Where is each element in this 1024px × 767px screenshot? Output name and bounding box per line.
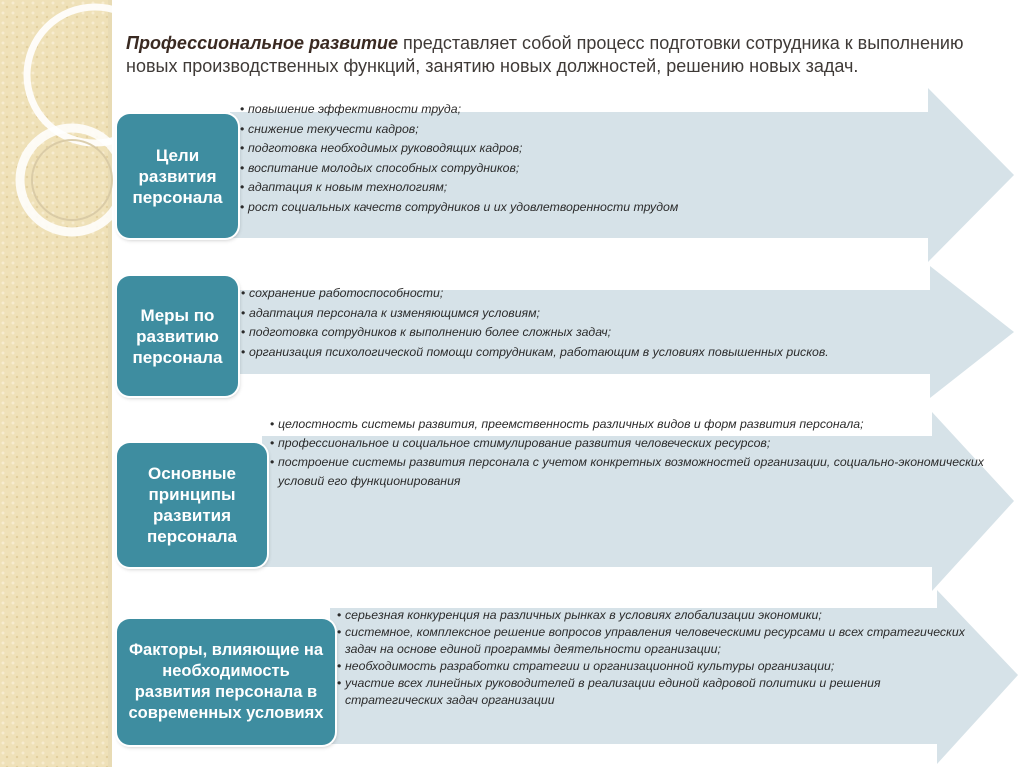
title-emphasis: Профессиональное развитие [126,33,399,53]
list-item: • воспитание молодых способных сотрудников; [240,159,920,179]
list-item: • участие всех линейных руководителей в реализации единой кадровой политики и решения стратегических задач организации [337,675,977,709]
label-box-measures: Меры по развитию персонала [117,276,238,396]
list-item: • адаптация к новым технологиям; [240,178,920,198]
title-text: представляет собой процесс подготовки сотрудника к выполнению новых производственных функций, занятию новых должностей, решению новых задач. [126,33,964,76]
list-item: • целостность системы развития, преемственность различных видов и форм развития персонала; [270,415,1005,434]
label-box-goals: Цели развития персонала [117,114,238,238]
measures-list [241,284,931,362]
list-item: • построение системы развития персонала с учетом конкретных возможностей организации, социально-экономических условий его функционирования [270,453,1005,491]
list-item: • сохранение работоспособности; [241,284,931,304]
label-box-factors: Факторы, влияющие на необходимость развития персонала в современных условиях [117,619,335,745]
list-item: • снижение текучести кадров; [240,120,920,140]
goals-list [240,100,920,218]
list-item: • повышение эффективности труда; [240,100,920,120]
principles-list [270,415,1005,491]
list-item: • подготовка необходимых руководящих кадров; [240,139,920,159]
list-item: • системное, комплексное решение вопросов управления человеческими ресурсами и всех стратегических задач на основе единой программы деятельности организации; [337,624,977,658]
list-item: • адаптация персонала к изменяющимся условиям; [241,304,931,324]
list-item: • серьезная конкуренция на различных рынках в условиях глобализации экономики; [337,607,977,624]
list-item: • организация психологической помощи сотрудникам, работающим в условиях повышенных рисков. [241,343,931,363]
list-item: • профессиональное и социальное стимулирование развития человеческих ресурсов; [270,434,1005,453]
list-item: • рост социальных качеств сотрудников и их удовлетворенности трудом [240,198,920,218]
label-box-principles: Основные принципы развития персонала [117,443,267,567]
list-item: • подготовка сотрудников к выполнению более сложных задач; [241,323,931,343]
list-item: • необходимость разработки стратегии и организационной культуры организации; [337,658,977,675]
factors-list [337,607,977,709]
